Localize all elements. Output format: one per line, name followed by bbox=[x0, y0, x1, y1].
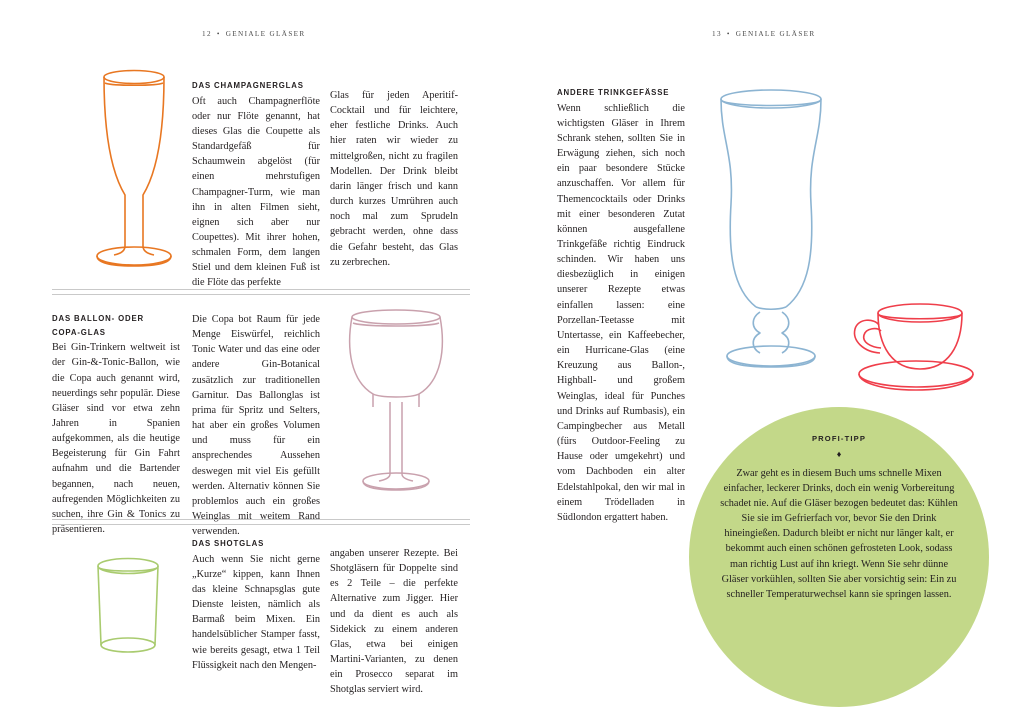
shot-column-2 bbox=[330, 546, 458, 698]
shot-glass-illustration bbox=[76, 553, 180, 665]
copa-heading bbox=[52, 312, 180, 339]
shot-body-2: angaben unserer Rezepte. Bei Shotgläsern für Doppelte sind es 2 Teile – die perfekte Alternative zum Jigger. Hier und da dient es auch als Sidekick zu einem anderen Glas, etwa bei einigen Martini-Varianten, zu denen ein Prosecco separat im Shotglas serviert wird. bbox=[330, 548, 458, 696]
champagne-body-1: Oft auch Champagnerflöte oder nur Flöte genannt, hat dieses Glas die Coupette als Standardgefäß für Schaumwein abgelöst (für einen mehrstufigen Champagner-Turm, wie man ihn in alten Filmen sieht, eignen sich aber nur Coupettes). Mit ihrer hohen, schmalen Form, dem langen Stiel und dem kleinen Fuß ist die Flöte das perfekte bbox=[192, 95, 320, 289]
copa-body-2: Die Copa bot Raum für jede Menge Eiswürfel, reichlich Tonic Water und das eine oder andere Gin-Botanical zusätzlich zur traditionellen Garnitur. Das Ballonglas ist prima für Spritz und Selters, hat aber ein großes Volumen und muss für ein ansprechendes Aussehen deswegen mit viel Eis gefüllt werden. Alternativ können Sie problemlos auch ein großes Weinglas mit weitem Rand verwenden. bbox=[192, 314, 320, 538]
andere-body-1: Wenn schließlich die wichtigsten Gläser in Ihrem Schrank stehen, sollten Sie in Erwägung ziehen, sich noch ein paar besondere Stücke anzuschaffen. Vor allem für Themencocktails oder Drinks mit einer besonderen Zutat können ausgefallene Trinkgefäße richtig Eindruck schinden. Wir haben uns diesbezüglich in einigen unserer Rezepte etwas einfallen lassen: eine Porzellan-Teetasse mit Untertasse, ein Kaffeebecher, ein Hurricane-Glas (eine Kreuzung aus Ballon-, Highball- und großem Weinglas, ideal für Punches und Drinks auf Rumbasis), ein Campingbecher aus Metall (fürs Outdoor-Feeling zu Hause oder umgekehrt) und vom Dachboden ein alter Edelstahlpokal, den wir mal in einem Trödelladen in Südlondon ergattert haben. bbox=[557, 102, 685, 523]
shot-body-1: Auch wenn Sie nicht gerne „Kurze“ kippen, kann Ihnen das kleine Schnapsglas gute Dienste leisten, nämlich als Barmaß beim Mixen. Ein handelsüblicher Stamper fasst, wie bereits gesagt, etwa 1 Teil Flüssigkeit nach den Mengen- bbox=[192, 553, 320, 671]
diamond-ornament-icon: ♦ bbox=[836, 449, 842, 459]
running-head-title-left: GENIALE GLÄSER bbox=[225, 30, 306, 38]
running-head-bullet-left: • bbox=[216, 30, 221, 38]
copa-heading-line-2: COPA-GLAS bbox=[52, 327, 106, 337]
andere-column-1 bbox=[557, 86, 685, 525]
copa-column-1 bbox=[52, 312, 180, 537]
andere-heading: ANDERE TRINKGEFÄSSE bbox=[557, 88, 670, 97]
folio-right: 13 bbox=[712, 30, 722, 38]
copa-column-2 bbox=[192, 312, 320, 539]
champagne-column-1 bbox=[192, 79, 320, 291]
champagne-flute-illustration bbox=[78, 64, 190, 276]
champagne-heading: DAS CHAMPAGNERGLAS bbox=[192, 81, 304, 90]
hurricane-glass-illustration bbox=[706, 84, 836, 370]
right-page bbox=[510, 0, 1020, 719]
champagne-body-2: Glas für jeden Aperitif-Cocktail und für leichtere, eher festliche Drinks. Auch hier raten wir wieder zu mittelgroßen, nicht zu fragilen Modellen. Der Drink bleibt darin länger frisch und kann durch kurzes Umrühren auch noch mal zum Sprudeln gebracht werden, ohne dass die Gefahr besteht, das Glas zu zerbrechen. bbox=[330, 90, 458, 268]
copa-balloon-glass-illustration bbox=[333, 303, 459, 498]
folio-left: 12 bbox=[202, 30, 212, 38]
copa-heading-line-1: DAS BALLON- ODER bbox=[52, 314, 144, 323]
section-rule-copa bbox=[52, 289, 470, 295]
running-head-bullet-right: • bbox=[726, 30, 731, 38]
profi-tipp-body: Zwar geht es in diesem Buch ums schnelle Mixen einfacher, leckerer Drinks, doch ein wenig Vorbereitung schadet nie. Auf die Gläser bezogen bedeutet das: Kühlen Sie sie im Gefrierfach vor, bevor Sie den Drink hineingießen. Dadurch bleibt er nicht nur länger kalt, er bekommt auch einen schönen gefrosteten Look, sodass man richtig Lust auf ihn kriegt. Wenn Sie sehr dünne Gläser vorkühlen, sollten Sie aber vorsichtig sein: Ein zu schneller Temperaturwechsel kann sie springen lassen. bbox=[720, 468, 958, 600]
shot-column-1 bbox=[192, 537, 320, 673]
section-rule-shot bbox=[52, 519, 470, 525]
champagne-column-2 bbox=[330, 88, 458, 270]
shot-heading: DAS SHOTGLAS bbox=[192, 539, 265, 548]
running-head-title-right: GENIALE GLÄSER bbox=[735, 30, 816, 38]
copa-body-1: Bei Gin-Trinkern weltweit ist der Gin-&-Tonic-Ballon, wie die Copa auch genannt wird, neuerdings sehr populär. Diese Gläser sind vor etwa zehn Jahren in Spanien aufgekommen, als die heutige Begeisterung für Gin Fahrt aufnahm und die Bartender begannen, nach neuen, aufregenden Möglichkeiten zu suchen, ihre Gin & Tonics zu präsentieren. bbox=[52, 342, 180, 536]
profi-tipp-title: PROFI-TIPP bbox=[811, 434, 867, 443]
teacup-illustration bbox=[850, 298, 980, 396]
profi-tipp-callout bbox=[689, 407, 989, 707]
